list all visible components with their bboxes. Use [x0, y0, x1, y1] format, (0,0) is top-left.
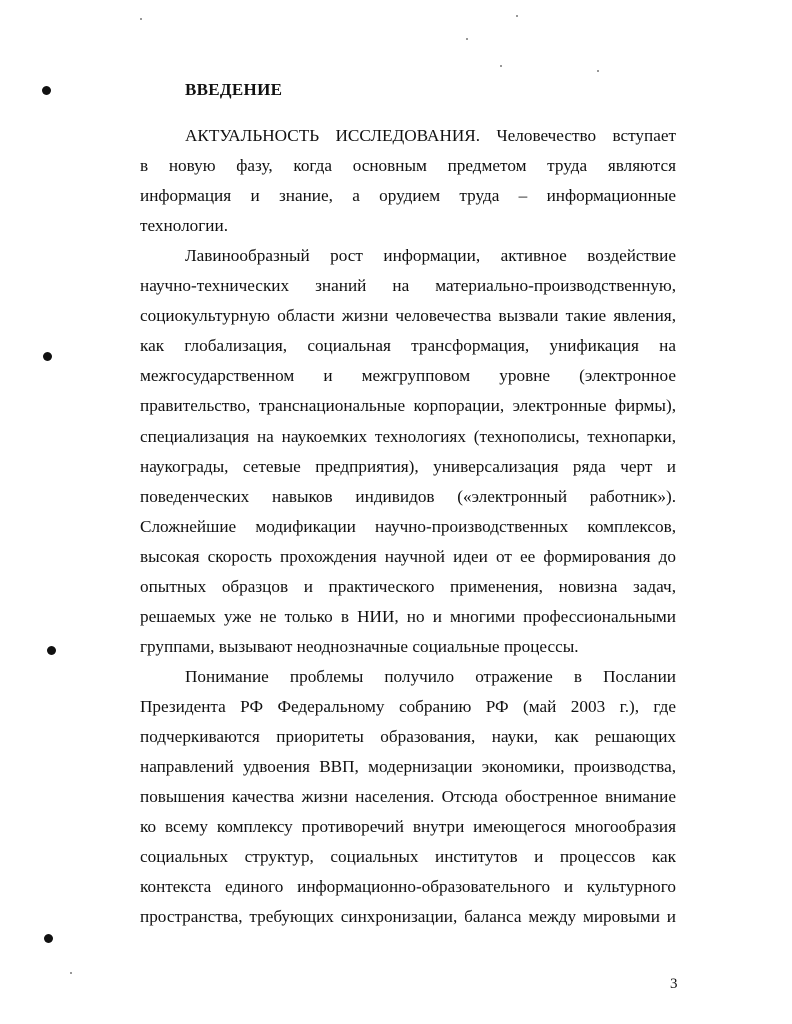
- text-line: подчеркиваются приоритеты образования, науки, как решающих: [140, 727, 676, 746]
- text-line: ко всему комплексу противоречий внутри имеющегося многообразия: [140, 817, 676, 837]
- text-line: контекста единого информационно-образовательного и культурного: [140, 877, 676, 897]
- scan-speck: [70, 972, 72, 974]
- scan-speck: [500, 65, 502, 67]
- scan-speck: [466, 38, 468, 40]
- text-line: опытных образцов и практического применения, новизна задач,: [140, 576, 676, 596]
- text-line: специализация на наукоемких технологиях (технополисы, технопарки,: [140, 426, 676, 446]
- text-line: направлений удвоения ВВП, модернизации экономики, производства,: [140, 757, 676, 777]
- text-line: информация и знание, а орудием труда – информационные: [140, 186, 676, 206]
- text-line: межгосударственном и межгрупповом уровне (электронное: [140, 366, 676, 386]
- text-line: Сложнейшие модификации научно-производственных комплексов,: [140, 516, 676, 536]
- text-line: правительство, транснациональные корпорации, электронные фирмы),: [140, 396, 676, 416]
- text-line: АКТУАЛЬНОСТЬ ИССЛЕДОВАНИЯ. Человечество вступает: [185, 126, 676, 145]
- text-line: научно-технических знаний на материально-производственную,: [140, 276, 676, 296]
- hole-punch-mark: [42, 86, 51, 95]
- text-line: социокультурную области жизни человечества вызвали такие явления,: [140, 306, 676, 326]
- text-line: социальных структур, социальных институтов и процессов как: [140, 847, 676, 867]
- text-line: в новую фазу, когда основным предметом труда являются: [140, 156, 676, 176]
- text-line: Понимание проблемы получило отражение в Послании: [185, 666, 676, 686]
- text-line: Президента РФ Федеральному собранию РФ (май 2003 г.), где: [140, 696, 676, 716]
- hole-punch-mark: [47, 646, 56, 655]
- text-line: поведенческих навыков индивидов («электронный работник»).: [140, 486, 676, 506]
- text-line: группами, вызывают неоднозначные социальные процессы.: [140, 636, 579, 656]
- section-heading: ВВЕДЕНИЕ: [185, 80, 283, 99]
- text-line: технологии.: [140, 216, 228, 236]
- text-line: пространства, требующих синхронизации, баланса между мировыми и: [140, 907, 676, 927]
- text-line: решаемых уже не только в НИИ, но и многими профессиональными: [140, 606, 676, 626]
- text-line: высокая скорость прохождения научной идеи от ее формирования до: [140, 546, 676, 566]
- text-line: повышения качества жизни населения. Отсюда обостренное внимание: [140, 787, 676, 807]
- scan-speck: [140, 18, 142, 20]
- scan-speck: [516, 15, 518, 17]
- scan-speck: [597, 70, 599, 72]
- text-line: как глобализация, социальная трансформация, унификация на: [140, 336, 676, 356]
- text-line: Лавинообразный рост информации, активное воздействие: [185, 246, 676, 266]
- hole-punch-mark: [44, 934, 53, 943]
- hole-punch-mark: [43, 352, 52, 361]
- page-number: 3: [670, 976, 678, 992]
- text-line: наукограды, сетевые предприятия), универсализация ряда черт и: [140, 456, 676, 476]
